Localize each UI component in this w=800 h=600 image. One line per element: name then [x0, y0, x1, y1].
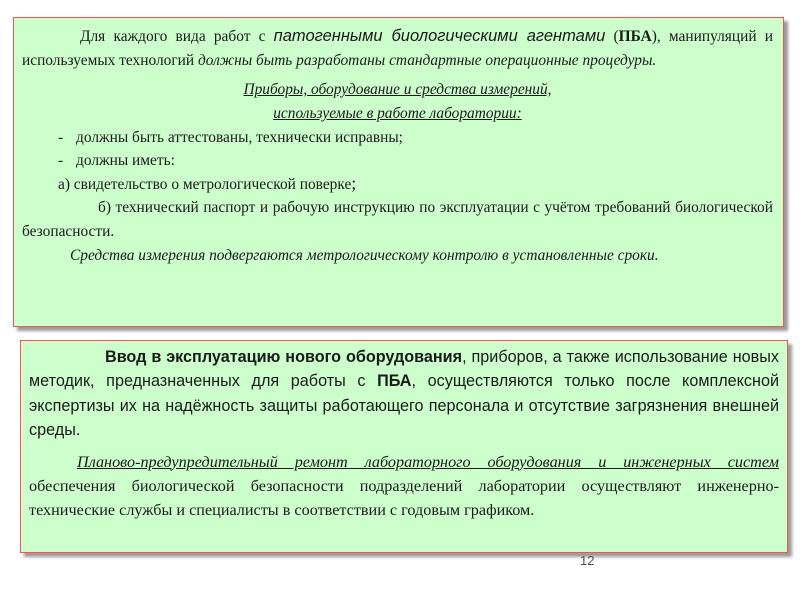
para-text: ( [605, 28, 619, 45]
item-a-text: а) свидетельство о метрологической поверке [58, 176, 352, 193]
procedures-textbox [13, 17, 784, 327]
item-a-tail: ; [351, 173, 357, 193]
pba-abbreviation: ПБА [618, 28, 652, 45]
maintenance-term: Планово-предупредительный ремонт лабораторного оборудования и инженерных систем [77, 452, 779, 471]
bullet-text: должны быть аттестованы, технически исправны; [76, 129, 403, 146]
requirement-bullet [22, 126, 773, 149]
para-text: ), манипуляций и используемых технологий [22, 28, 773, 69]
requirement-item-b: б) технический паспорт и рабочую инструкцию по эксплуатации с учётом требований биологической безопасности. [22, 199, 773, 240]
instruments-heading-line1: Приборы, оборудование и средства измерений, [243, 81, 552, 98]
commissioning-heading: Ввод в эксплуатацию нового оборудования [105, 348, 463, 366]
maintenance-paragraph [29, 450, 779, 523]
para-text: Для каждого вида работ с [80, 28, 274, 45]
metrology-control-note: Средства измерения подвергаются метрологическому контролю в установленные сроки. [70, 247, 659, 264]
para-text: , осуществляются только после комплексной экспертизы их на надёжность защиты работающего персонала и отсутствие загрязнения внешней среды. [29, 372, 780, 440]
procedures-paragraph [22, 24, 773, 73]
dash-marker: - [58, 152, 64, 169]
equipment-commissioning-textbox [20, 340, 788, 553]
instruments-heading-line2: используемые в работе лаборатории: [273, 105, 522, 122]
para-text: обеспечения биологической безопасности подразделений лаборатории осуществляют инженерно-технические службы и специалисты в соответствии с годовым графиком. [29, 477, 779, 520]
bullet-text: должны иметь: [76, 152, 175, 169]
para-text: , приборов, а также использование новых методик, предназначенных для работы с [29, 348, 779, 391]
pba-term: патогенными биологическими агентами [273, 27, 606, 45]
commissioning-paragraph [29, 345, 779, 443]
para-emphasis: должны быть разработаны стандартные операционные процедуры. [198, 52, 657, 69]
dash-marker: - [58, 129, 64, 146]
requirement-bullet [22, 149, 773, 172]
page-number: 12 [580, 553, 595, 568]
pba-abbreviation: ПБА [377, 372, 412, 391]
requirement-item-a [58, 172, 773, 196]
